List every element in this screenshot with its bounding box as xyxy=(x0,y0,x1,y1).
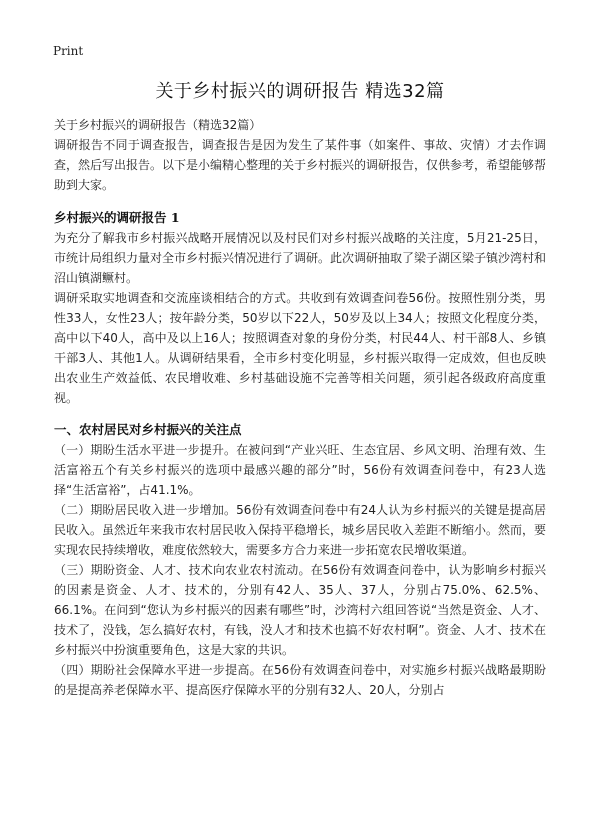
paragraph: （三）期盼资金、人才、技术向农业农村流动。在56份有效调查问卷中，认为影响乡村振兴的因素是资金、人才、技术的，分别有42人、35人、37人，分别占75.0%、62.5%、66.1%。在问到“您认为乡村振兴的因素有哪些”时，沙湾村六组回答说“当然是资金、人才、技术了，没钱，怎么搞好农村，有钱，没人才和技术也搞不好农村啊”。资金、人才、技术在乡村振兴中扮演重要角色，这是大家的共识。 xyxy=(54,563,546,657)
paragraph: （四）期盼社会保障水平进一步提高。在56份有效调查问卷中，对实施乡村振兴战略最期盼的是提高养老保障水平、提高医疗保障水平的分别有32人、20人，分别占 xyxy=(54,663,546,697)
paragraph: 调研采取实地调查和交流座谈相结合的方式。共收到有效调查问卷56份。按照性别分类，男性33人，女性23人；按年龄分类，50岁以下22人，50岁及以上34人；按照文化程度分类，高中以下40人，高中及以上16人；按照调查对象的身份分类，村民44人、村干部8人、乡镇干部3人、其他1人。从调研结果看，全市乡村变化明显，乡村振兴取得一定成效，但也反映出农业生产效益低、农民增收难、乡村基础设施不完善等相关问题，须引起各级政府高度重视。 xyxy=(54,291,546,405)
paragraph: 为充分了解我市乡村振兴战略开展情况以及村民们对乡村振兴战略的关注度，5月21-25日，市统计局组织力量对全市乡村振兴情况进行了调研。此次调研抽取了梁子湖区梁子镇沙湾村和沼山镇湖鳜村。 xyxy=(54,231,547,285)
document-title: 关于乡村振兴的调研报告 精选32篇 xyxy=(155,81,445,102)
section-heading-concerns: 一、农村居民对乡村振兴的关注点 xyxy=(54,422,242,437)
print-link[interactable]: Print xyxy=(53,44,84,58)
document-subtitle: 关于乡村振兴的调研报告（精选32篇） xyxy=(54,118,262,132)
paragraph: （一）期盼生活水平进一步提升。在被问到“产业兴旺、生态宜居、乡风文明、治理有效、生活富裕五个有关乡村振兴的选项中最感兴趣的部分”时，56份有效调查问卷中，有23人选择“生活富裕”，占41.1%。 xyxy=(54,443,546,497)
intro-paragraph: 调研报告不同于调查报告，调查报告是因为发生了某件事（如案件、事故、灾情）才去作调查，然后写出报告。以下是小编精心整理的关于乡村振兴的调研报告，仅供参考，希望能够帮助到大家。 xyxy=(54,138,547,192)
section-heading-report-1: 乡村振兴的调研报告 1 xyxy=(54,210,180,225)
paragraph: （二）期盼居民收入进一步增加。56份有效调查问卷中有24人认为乡村振兴的关键是提高居民收入。虽然近年来我市农村居民收入保持平稳增长，城乡居民收入差距不断缩小。然而，要实现农民持续增收，难度依然较大，需要多方合力来进一步拓宽农民增收渠道。 xyxy=(54,503,547,557)
